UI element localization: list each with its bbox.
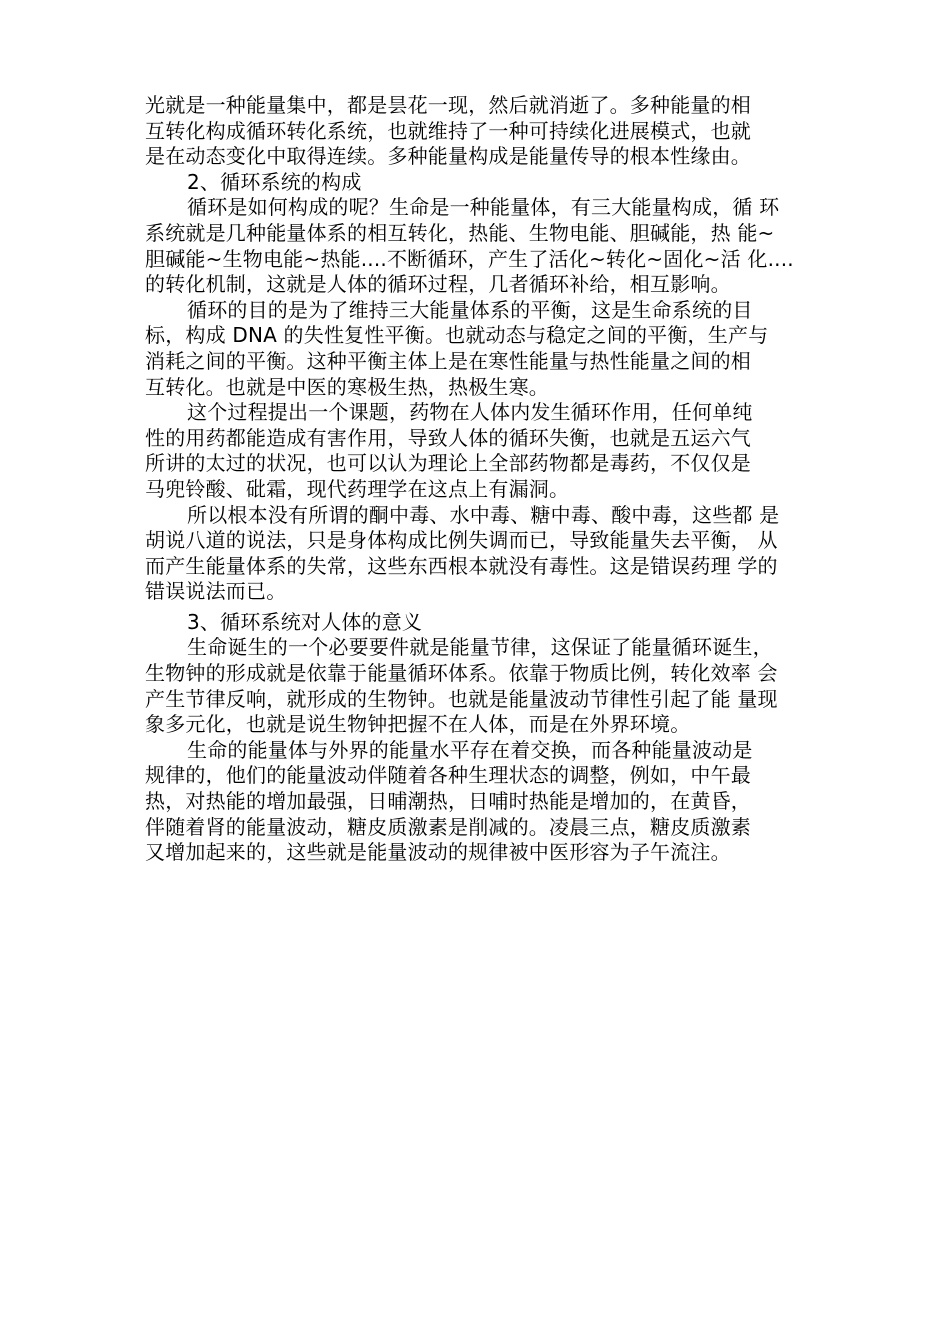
text-line: 生命的能量体与外界的能量水平存在着交换，而各种能量波动是 bbox=[187, 737, 753, 762]
text-line: 循环是如何构成的呢？生命是一种能量体，有三大能量构成，循 环 bbox=[187, 195, 780, 220]
text-line: 产生节律反响，就形成的生物钟。也就是能量波动节律性引起了能 量现 bbox=[145, 686, 778, 711]
text-line: 的转化机制，这就是人体的循环过程，几者循环补给，相互影响。 bbox=[145, 272, 731, 297]
text-line: 系统就是几种能量体系的相互转化，热能、生物电能、胆碱能，热 能~ bbox=[145, 220, 775, 245]
section-heading: 2、循环系统的构成 bbox=[187, 169, 362, 194]
text-line: 是在动态变化中取得连续。多种能量构成是能量传导的根本性缘由。 bbox=[145, 144, 751, 169]
text-line: 消耗之间的平衡。这种平衡主体上是在寒性能量与热性能量之间的相 bbox=[145, 348, 751, 373]
text-line: 标，构成 DNA 的失性复性平衡。也就动态与稳定之间的平衡，生产与 bbox=[145, 323, 769, 348]
paragraph-rhythm bbox=[145, 635, 817, 737]
text-line: 性的用药都能造成有害作用，导致人体的循环失衡，也就是五运六气 bbox=[145, 425, 751, 450]
paragraph-energy-exchange bbox=[145, 738, 817, 866]
text-line: 互转化。也就是中医的寒极生热，热极生寒。 bbox=[145, 374, 549, 399]
text-line: 胡说八道的说法，只是身体构成比例失调而已，导致能量失去平衡， 从 bbox=[145, 528, 778, 553]
paragraph-intro bbox=[145, 93, 817, 170]
section-heading-2 bbox=[145, 170, 817, 196]
document-page bbox=[145, 93, 817, 866]
text-line: 象多元化，也就是说生物钟把握不在人体，而是在外界环境。 bbox=[145, 712, 691, 737]
text-line: 规律的，他们的能量波动伴随着各种生理状态的调整，例如，中午最 bbox=[145, 763, 751, 788]
text-line: 这个过程提出一个课题，药物在人体内发生循环作用，任何单纯 bbox=[187, 400, 753, 425]
text-line: 热，对热能的增加最强，日晡潮热，日哺时热能是增加的，在黄昏， bbox=[145, 789, 751, 814]
text-line: 伴随着肾的能量波动，糖皮质激素是削减的。凌晨三点，糖皮质激素 bbox=[145, 814, 751, 839]
paragraph-circulation-purpose bbox=[145, 298, 817, 400]
text-line: 胆碱能~生物电能~热能....不断循环，产生了活化~转化~固化~活 化.... bbox=[145, 246, 794, 271]
text-line: 生物钟的形成就是依靠于能量循环体系。依靠于物质比例，转化效率 会 bbox=[145, 661, 778, 686]
text-line: 又增加起来的，这些就是能量波动的规律被中医形容为子午流注。 bbox=[145, 840, 731, 865]
text-line: 所以根本没有所谓的酮中毒、水中毒、糖中毒、酸中毒，这些都 是 bbox=[187, 502, 780, 527]
text-line: 而产生能量体系的失常，这些东西根本就没有毒性。这是错误药理 学的 bbox=[145, 553, 778, 578]
text-line: 互转化构成循环转化系统，也就维持了一种可持续化进展模式，也就 bbox=[145, 118, 751, 143]
text-line: 生命诞生的一个必要要件就是能量节律，这保证了能量循环诞生， bbox=[187, 635, 773, 660]
text-line: 马兜铃酸、砒霜，现代药理学在这点上有漏洞。 bbox=[145, 476, 570, 501]
text-line: 所讲的太过的状况，也可以认为理论上全部药物都是毒药，不仅仅是 bbox=[145, 451, 751, 476]
text-line: 错误说法而已。 bbox=[145, 579, 287, 604]
text-line: 循环的目的是为了维持三大能量体系的平衡，这是生命系统的目 bbox=[187, 297, 753, 322]
section-heading: 3、循环系统对人体的意义 bbox=[187, 609, 423, 634]
paragraph-poisoning bbox=[145, 503, 817, 605]
text-line: 光就是一种能量集中，都是昙花一现，然后就消逝了。多种能量的相 bbox=[145, 93, 751, 117]
paragraph-circulation-formation bbox=[145, 195, 817, 297]
section-heading-3 bbox=[145, 610, 817, 636]
paragraph-medication bbox=[145, 400, 817, 502]
